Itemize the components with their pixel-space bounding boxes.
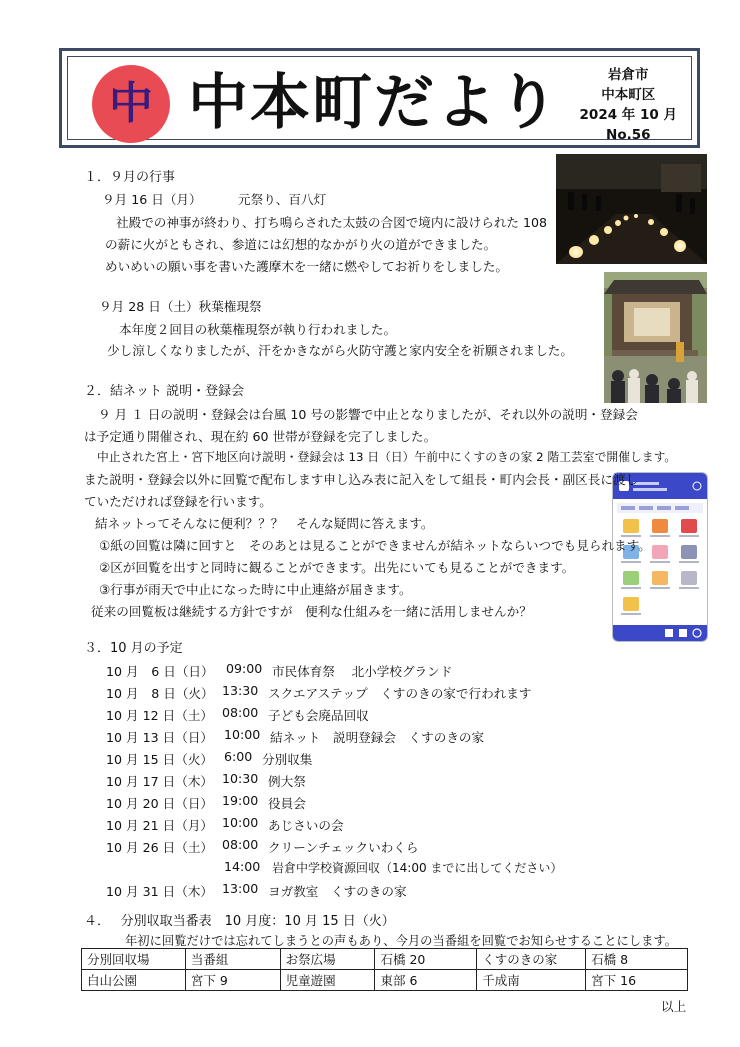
schedule-event: クリーンチェックいわくら [268,840,419,855]
table-cell: 白山公園 [82,970,186,991]
schedule-date: 10 月 8 日（火） [106,686,214,701]
schedule-date: 10 月 15 日（火） [106,752,214,767]
schedule-date: 10 月 17 日（木） [106,774,214,789]
sec2-line-3: 中止された宮上・宮下地区向け説明・登録会は 13 日（日）午前中にくすのきの家 2 階工芸室で開催します。 [97,450,677,464]
schedule-event: 岩倉中学校資源回収（14:00 までに出してください） [272,861,563,875]
schedule-time: 6:00 [224,749,253,764]
table-cell: くすのきの家 [477,949,586,970]
table-cell: 石橋 8 [586,949,688,970]
table-cell: 分別回収場 [82,949,186,970]
map-icon [623,571,639,585]
schedule-date: 10 月 31 日（木） [106,884,214,899]
event1-line-1: 社殿での神事が終わり、打ち鳴らされた太鼓の合図で境内に設けられた 108 [116,215,548,230]
family-icon [652,545,668,559]
sec2-line-9: ③行事が雨天で中止になった時に中止連絡が届きます。 [99,582,412,597]
megaphone-icon [681,519,697,533]
event1-line-3: めいめいの願い事を書いた護摩木を一緒に燃やしてお祈りをしました。 [105,259,508,274]
schedule-event: 子ども会廃品回収 [268,708,369,723]
sec2-line-4: また説明・登録会以外に回覧で配布します申し込み表に記入をして組長・町内会長・副区長に渡し [84,472,639,487]
event1-date: ９月 16 日（月） [102,192,202,207]
schedule-time: 13:30 [222,683,259,698]
issue-info [580,65,677,145]
sec2-line-2: は予定通り開催され、現在約 60 世帯が登録を完了しました。 [84,429,437,444]
schedule-time: 19:00 [222,793,259,808]
issue-number: No.56 [606,127,651,143]
schedule-date: 10 月 20 日（日） [106,796,214,811]
section4-note: 年初に回覧だけでは忘れてしまうとの声もあり、今月の当番組を回覧でお知らせすることにします。 [125,934,678,948]
masthead-frame [59,48,700,148]
section1-heading: １．９月の行事 [84,170,176,185]
schedule-event: 市民体育祭 北小学校グランド [272,664,453,679]
table-cell: 東部 6 [375,970,477,991]
schedule-event: あじさいの会 [268,818,344,833]
people-icon [681,571,697,585]
bonfire-festival-photo [556,154,707,264]
heart-icon [681,545,697,559]
schedule-time: 10:00 [224,727,261,742]
table-cell: 千成南 [477,970,586,991]
event2-title: ９月 28 日（土）秋葉権現祭 [99,299,262,314]
schedule-event: 例大祭 [268,774,306,789]
schedule-event: ヨガ教室 くすのきの家 [268,884,407,899]
schedule-event: 結ネット 説明登録会 くすのきの家 [270,730,485,745]
city-name: 岩倉市 [608,67,649,83]
schedule-time: 08:00 [222,705,259,720]
masthead-inner-border [67,56,692,143]
sec2-line-7: ①紙の回覧は隣に回すと そのあとは見ることができませんが結ネットならいつでも見られます。 [99,538,651,553]
schedule-event: 分別収集 [262,752,313,767]
district-name: 中本町区 [601,87,656,103]
akiba-shrine-photo [604,272,707,403]
emblem-character: 中 [109,78,153,129]
sec2-line-5: ていただければ登録を行います。 [84,494,272,509]
newsletter-title: 中本町だより [188,68,560,138]
child-icon [652,571,668,585]
table-row [82,970,688,991]
book-icon [623,597,639,611]
schedule-time: 10:00 [222,815,259,830]
table-cell: 石橋 20 [375,949,477,970]
yui-net-app-screenshot [612,472,708,642]
table-cell: 宮下 16 [586,970,688,991]
town-emblem-icon [92,65,170,143]
schedule-event: 役員会 [268,796,306,811]
table-row [82,949,688,970]
duty-roster-table [81,948,688,991]
schedule-time: 10:30 [222,771,259,786]
schedule-date: 10 月 12 日（土） [106,708,214,723]
schedule-date: 10 月 6 日（日） [106,664,214,679]
table-cell: 当番組 [185,949,280,970]
schedule-date: 10 月 26 日（土） [106,840,214,855]
closing-mark: 以上 [661,999,687,1014]
schedule-time: 13:00 [222,881,259,896]
schedule-date: 10 月 13 日（日） [106,730,214,745]
table-cell: お祭広場 [280,949,375,970]
schedule-date: 10 月 21 日（月） [106,818,214,833]
sec2-line-10: 従来の回覧板は継続する方針ですが 便利な仕組みを一緒に活用しませんか？ [91,604,532,619]
schedule-time: 09:00 [226,661,263,676]
sec2-line-6: 結ネットってそんなに便利？？？ そんな疑問に答えます。 [95,516,434,531]
event2-line-1: 本年度２回目の秋葉権現祭が執り行われました。 [119,322,397,337]
event2-line-2: 少し涼しくなりましたが、汗をかきながら火防守護と家内安全を祈願されました。 [107,343,573,358]
calendar-icon [623,519,639,533]
section4-heading: ４． 分別収取当番表 10 月度：10 月 15 日（火） [84,914,395,929]
table-cell: 児童遊園 [280,970,375,991]
issue-date: 2024 年 10 月 [579,107,677,123]
sec2-line-8: ②区が回覧を出すと同時に観ることができます。出先にいても見ることができます。 [99,560,575,575]
section2-heading: ２．結ネット 説明・登録会 [84,384,245,399]
bus-icon [652,519,668,533]
event1-name: 元祭り、百八灯 [238,192,327,207]
table-cell: 宮下 9 [185,970,280,991]
section3-heading: ３．10 月の予定 [84,641,183,656]
schedule-time: 08:00 [222,837,259,852]
schedule-event: スクエアステップ くすのきの家で行われます [268,686,532,701]
schedule-time: 14:00 [224,859,261,874]
sec2-line-1: ９ 月 １ 日の説明・登録会は台風 10 号の影響で中止となりましたが、それ以外の説明・登録会 [98,407,638,422]
event1-line-2: の薪に火がともされ、参道には幻想的なかがり火の道ができました。 [105,237,497,252]
